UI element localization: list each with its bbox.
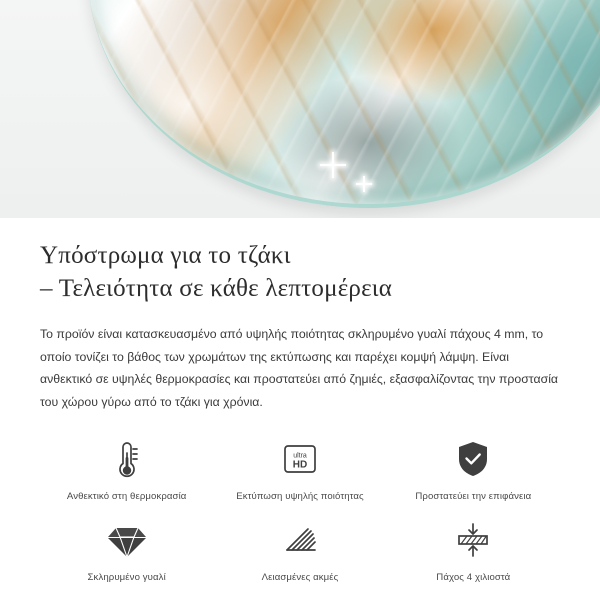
feature-item bbox=[40, 436, 213, 503]
feature-item bbox=[40, 517, 213, 584]
svg-text:HD: HD bbox=[292, 459, 308, 471]
feature-label: Προστατεύει την επιφάνεια bbox=[415, 490, 532, 502]
thickness-icon bbox=[450, 517, 496, 563]
feature-grid bbox=[40, 436, 560, 585]
feature-item bbox=[387, 517, 560, 584]
feature-item bbox=[387, 436, 560, 503]
feature-label: Ανθεκτικό στη θερμοκρασία bbox=[66, 490, 187, 502]
page-title-line-2: – Τελειότητα σε κάθε λεπτομέρεια bbox=[40, 274, 393, 302]
feature-label: Εκτύπωση υψηλής ποιότητας bbox=[236, 490, 364, 502]
feature-label: Πάχος 4 χιλιοστά bbox=[436, 572, 511, 584]
ultra-hd-icon bbox=[277, 436, 323, 482]
shield-check-icon bbox=[450, 436, 496, 482]
hero-image bbox=[0, 0, 600, 218]
svg-text:ultra: ultra bbox=[293, 452, 307, 460]
feature-item bbox=[213, 517, 386, 584]
polished-edges-icon bbox=[277, 517, 323, 563]
feature-label: Λειασμένες ακμές bbox=[261, 572, 339, 584]
page-title-line-1: Υπόστρωμα για το τζάκι bbox=[40, 242, 291, 269]
page-title bbox=[40, 240, 560, 305]
diamond-icon bbox=[104, 517, 150, 563]
marble-glass-plate bbox=[88, 0, 600, 208]
feature-item bbox=[213, 436, 386, 503]
feature-label: Σκληρυμένο γυαλί bbox=[87, 572, 166, 584]
body-paragraph: Το προϊόν είναι κατασκευασμένο από υψηλής ποιότητας σκληρυμένο γυαλί πάχους 4 mm, το οποίο τονίζει το βάθος των χρωμάτων της εκτύπωσης και παρέχει κομψή λάμψη. Είναι ανθεκτικό σε υψηλές θερμοκρασίες και προστατεύει από ζημιές, εξασφαλίζοντας την προστασία του χώρου γύρω από το τζάκι για χρόνια. bbox=[40, 327, 559, 410]
thermometer-icon bbox=[104, 436, 150, 482]
content-area bbox=[0, 218, 600, 585]
